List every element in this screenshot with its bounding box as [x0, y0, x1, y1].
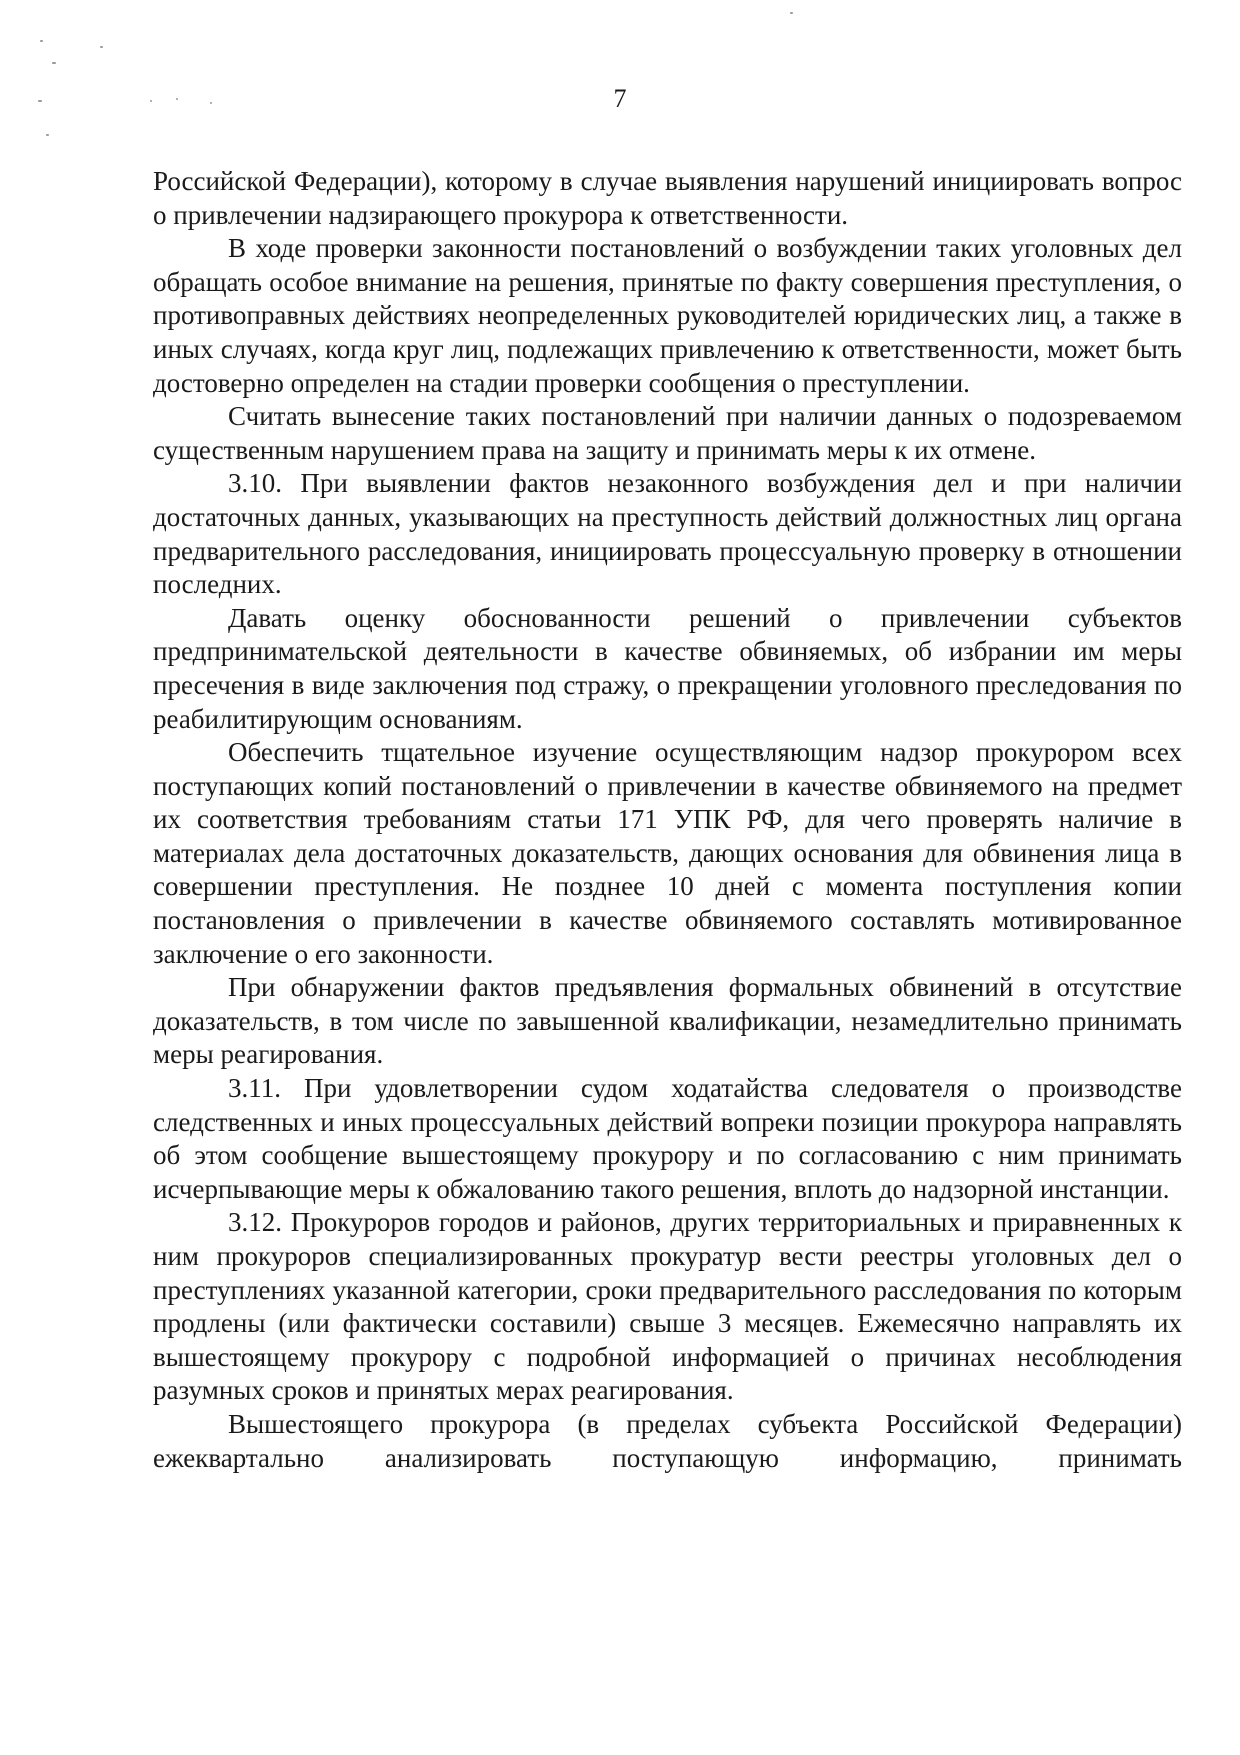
document-body: [153, 165, 1182, 1475]
page-number: 7: [613, 84, 627, 113]
scan-speck: [52, 62, 56, 64]
paragraph: В ходе проверки законности постановлений о возбуждении таких уголовных дел обращать особое внимание на решения, принятые по факту совершения преступления, о противоправных действиях неопределенных руководителей юридических лиц, а также в иных случаях, когда круг лиц, подлежащих привлечению к ответственности, может быть достоверно определен на стадии проверки сообщения о преступлении.: [153, 233, 1182, 398]
paragraph: 3.12. Прокуроров городов и районов, других территориальных и приравненных к ним прокуроров специализированных прокуратур вести реестры уголовных дел о преступлениях указанной категории, сроки предварительного расследования по которым продлены (или фактически составили) свыше 3 месяцев. Ежемесячно направлять их вышестоящему прокурору с подробной информацией о причинах несоблюдения разумных сроков и принятых мерах реагирования.: [153, 1207, 1182, 1406]
scan-speck: [46, 134, 49, 136]
scan-speck: [100, 46, 103, 48]
paragraph: Обеспечить тщательное изучение осуществляющим надзор прокурором всех поступающих копий постановлений о привлечении в качестве обвиняемого на предмет их соответствия требованиям статьи 171 УПК РФ, для чего проверять наличие в материалах дела достаточных доказательств, дающих основания для обвинения лица в совершении преступления. Не позднее 10 дней с момента поступления копии постановления о привлечении в качестве обвиняемого составлять мотивированное заключение о его законности.: [153, 737, 1182, 969]
scan-speck: [790, 12, 793, 14]
paragraph: 3.10. При выявлении фактов незаконного возбуждения дел и при наличии достаточных данных, указывающих на преступность действий должностных лиц органа предварительного расследования, инициировать процессуальную проверку в отношении последних.: [153, 468, 1182, 600]
paragraph: 3.11. При удовлетворении судом ходатайства следователя о производстве следственных и иных процессуальных действий вопреки позиции прокурора направлять об этом сообщение вышестоящему прокурору и по согласованию с ним принимать исчерпывающие меры к обжалованию такого решения, вплоть до надзорной инстанции.: [153, 1073, 1182, 1204]
paragraph: Давать оценку обоснованности решений о привлечении субъектов предпринимательской деятельности в качестве обвиняемых, об избрании им меры пресечения в виде заключения под стражу, о прекращении уголовного преследования по реабилитирующим основаниям.: [153, 602, 1182, 734]
paragraph: Вышестоящего прокурора (в пределах субъекта Российской Федерации) ежеквартально анализировать поступающую информацию, принимать: [153, 1408, 1182, 1473]
scan-speck: [40, 40, 43, 42]
paragraph: Считать вынесение таких постановлений при наличии данных о подозреваемом существенным нарушением права на защиту и принимать меры к их отмене.: [153, 401, 1182, 465]
paragraph: Российской Федерации), которому в случае выявления нарушений инициировать вопрос о привлечении надзирающего прокурора к ответственности.: [153, 166, 1182, 230]
paragraph: При обнаружении фактов предъявления формальных обвинений в отсутствие доказательств, в том числе по завышенной квалификации, незамедлительно принимать меры реагирования.: [153, 972, 1182, 1070]
